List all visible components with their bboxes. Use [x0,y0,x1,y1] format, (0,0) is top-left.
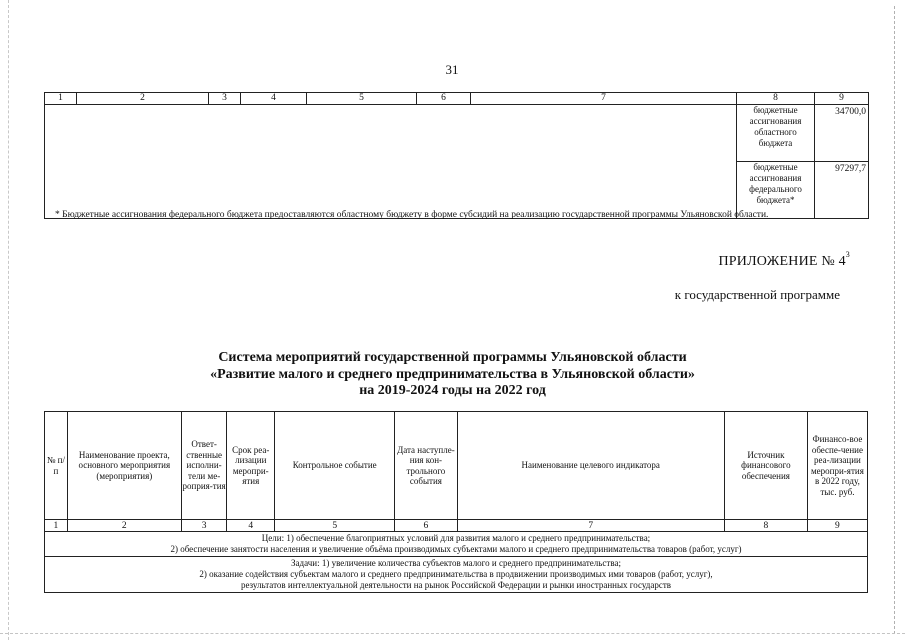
column-header: Дата наступле-ния кон-трольного события [395,412,457,520]
funding-source-cell: бюджетные ассигнования областного бюджета [737,105,815,162]
column-number: 8 [737,93,815,105]
appendix-subtitle: к государственной программе [674,287,840,302]
tasks-line: результатов интеллектуальной деятельности на рынок Российской Федерации и рынки иностранных государств [240,580,672,590]
goals-line: Цели: 1) обеспечение благоприятных условий для развития малого и среднего предпринимательства; [261,533,651,543]
funding-source-cell: бюджетные ассигнования федерального бюджета* [737,162,815,219]
column-number: 1 [45,93,77,105]
column-number-row [45,520,868,532]
appendix-title-text: ПРИЛОЖЕНИЕ № 4 [718,254,846,269]
appendix-title-superscript: 3 [845,250,850,259]
funding-amount-cell: 34700,0 [815,105,869,162]
tasks-line: Задачи: 1) увеличение количества субъектов малого и среднего предпринимательства; [291,558,621,568]
column-header: Наименование целевого индикатора [457,412,724,520]
column-header: Срок реа-лизации меропри-ятия [227,412,275,520]
column-number: 3 [181,520,227,532]
column-header: Ответ-ственные исполни-тели ме-роприя-тия [181,412,227,520]
column-number: 5 [307,93,417,105]
heading-line: Система мероприятий государственной программы Ульяновской области [218,350,687,365]
goals-row [45,532,868,557]
column-number: 9 [807,520,867,532]
column-number: 3 [209,93,241,105]
page-edge-left [8,0,9,640]
tasks-line: 2) оказание содействия субъектам малого и среднего предпринимательства в продвижении производимых ими товаров (работ, услуг), [199,569,713,579]
column-number: 6 [395,520,457,532]
document-heading [130,350,775,400]
column-number: 9 [815,93,869,105]
column-number: 2 [77,93,209,105]
column-header: № п/п [45,412,68,520]
tasks-row [45,557,868,593]
page-edge-bottom [0,633,905,634]
continuation-table [44,92,869,219]
column-number-row [45,93,869,105]
goals-line: 2) обеспечение занятости населения и увеличение объёма производимых субъектами малого и среднего предпринимательства товаров (работ, услуг) [170,544,742,554]
appendix-title [650,250,850,270]
footnote: * Бюджетные ассигнования федерального бюджета предоставляются областному бюджету в форме субсидий на реализацию государственной программы Ульяновской области. [55,210,769,220]
column-number: 1 [45,520,68,532]
table-row [45,105,869,162]
column-header: Финансо-вое обеспе-чение реа-лизации меропри-ятия в 2022 году, тыс. руб. [807,412,867,520]
table-header-row [45,412,868,520]
column-number: 4 [227,520,275,532]
page-number: 31 [445,62,459,77]
funding-amount-cell: 97297,7 [815,162,869,219]
column-number: 6 [417,93,471,105]
column-header: Контрольное событие [275,412,395,520]
column-number: 7 [457,520,724,532]
page-edge-right [894,6,895,634]
empty-merged-cell [45,105,737,219]
goals-cell [45,532,868,557]
column-number: 2 [67,520,181,532]
column-number: 8 [724,520,807,532]
column-number: 5 [275,520,395,532]
heading-line: на 2019-2024 годы на 2022 год [359,383,546,398]
column-header: Источник финансового обеспечения [724,412,807,520]
column-number: 4 [241,93,307,105]
heading-line: «Развитие малого и среднего предпринимательства в Ульяновской области» [210,366,695,382]
column-header: Наименование проекта, основного мероприятия (мероприятия) [67,412,181,520]
measures-table [44,411,868,593]
column-number: 7 [471,93,737,105]
tasks-cell [45,557,868,593]
